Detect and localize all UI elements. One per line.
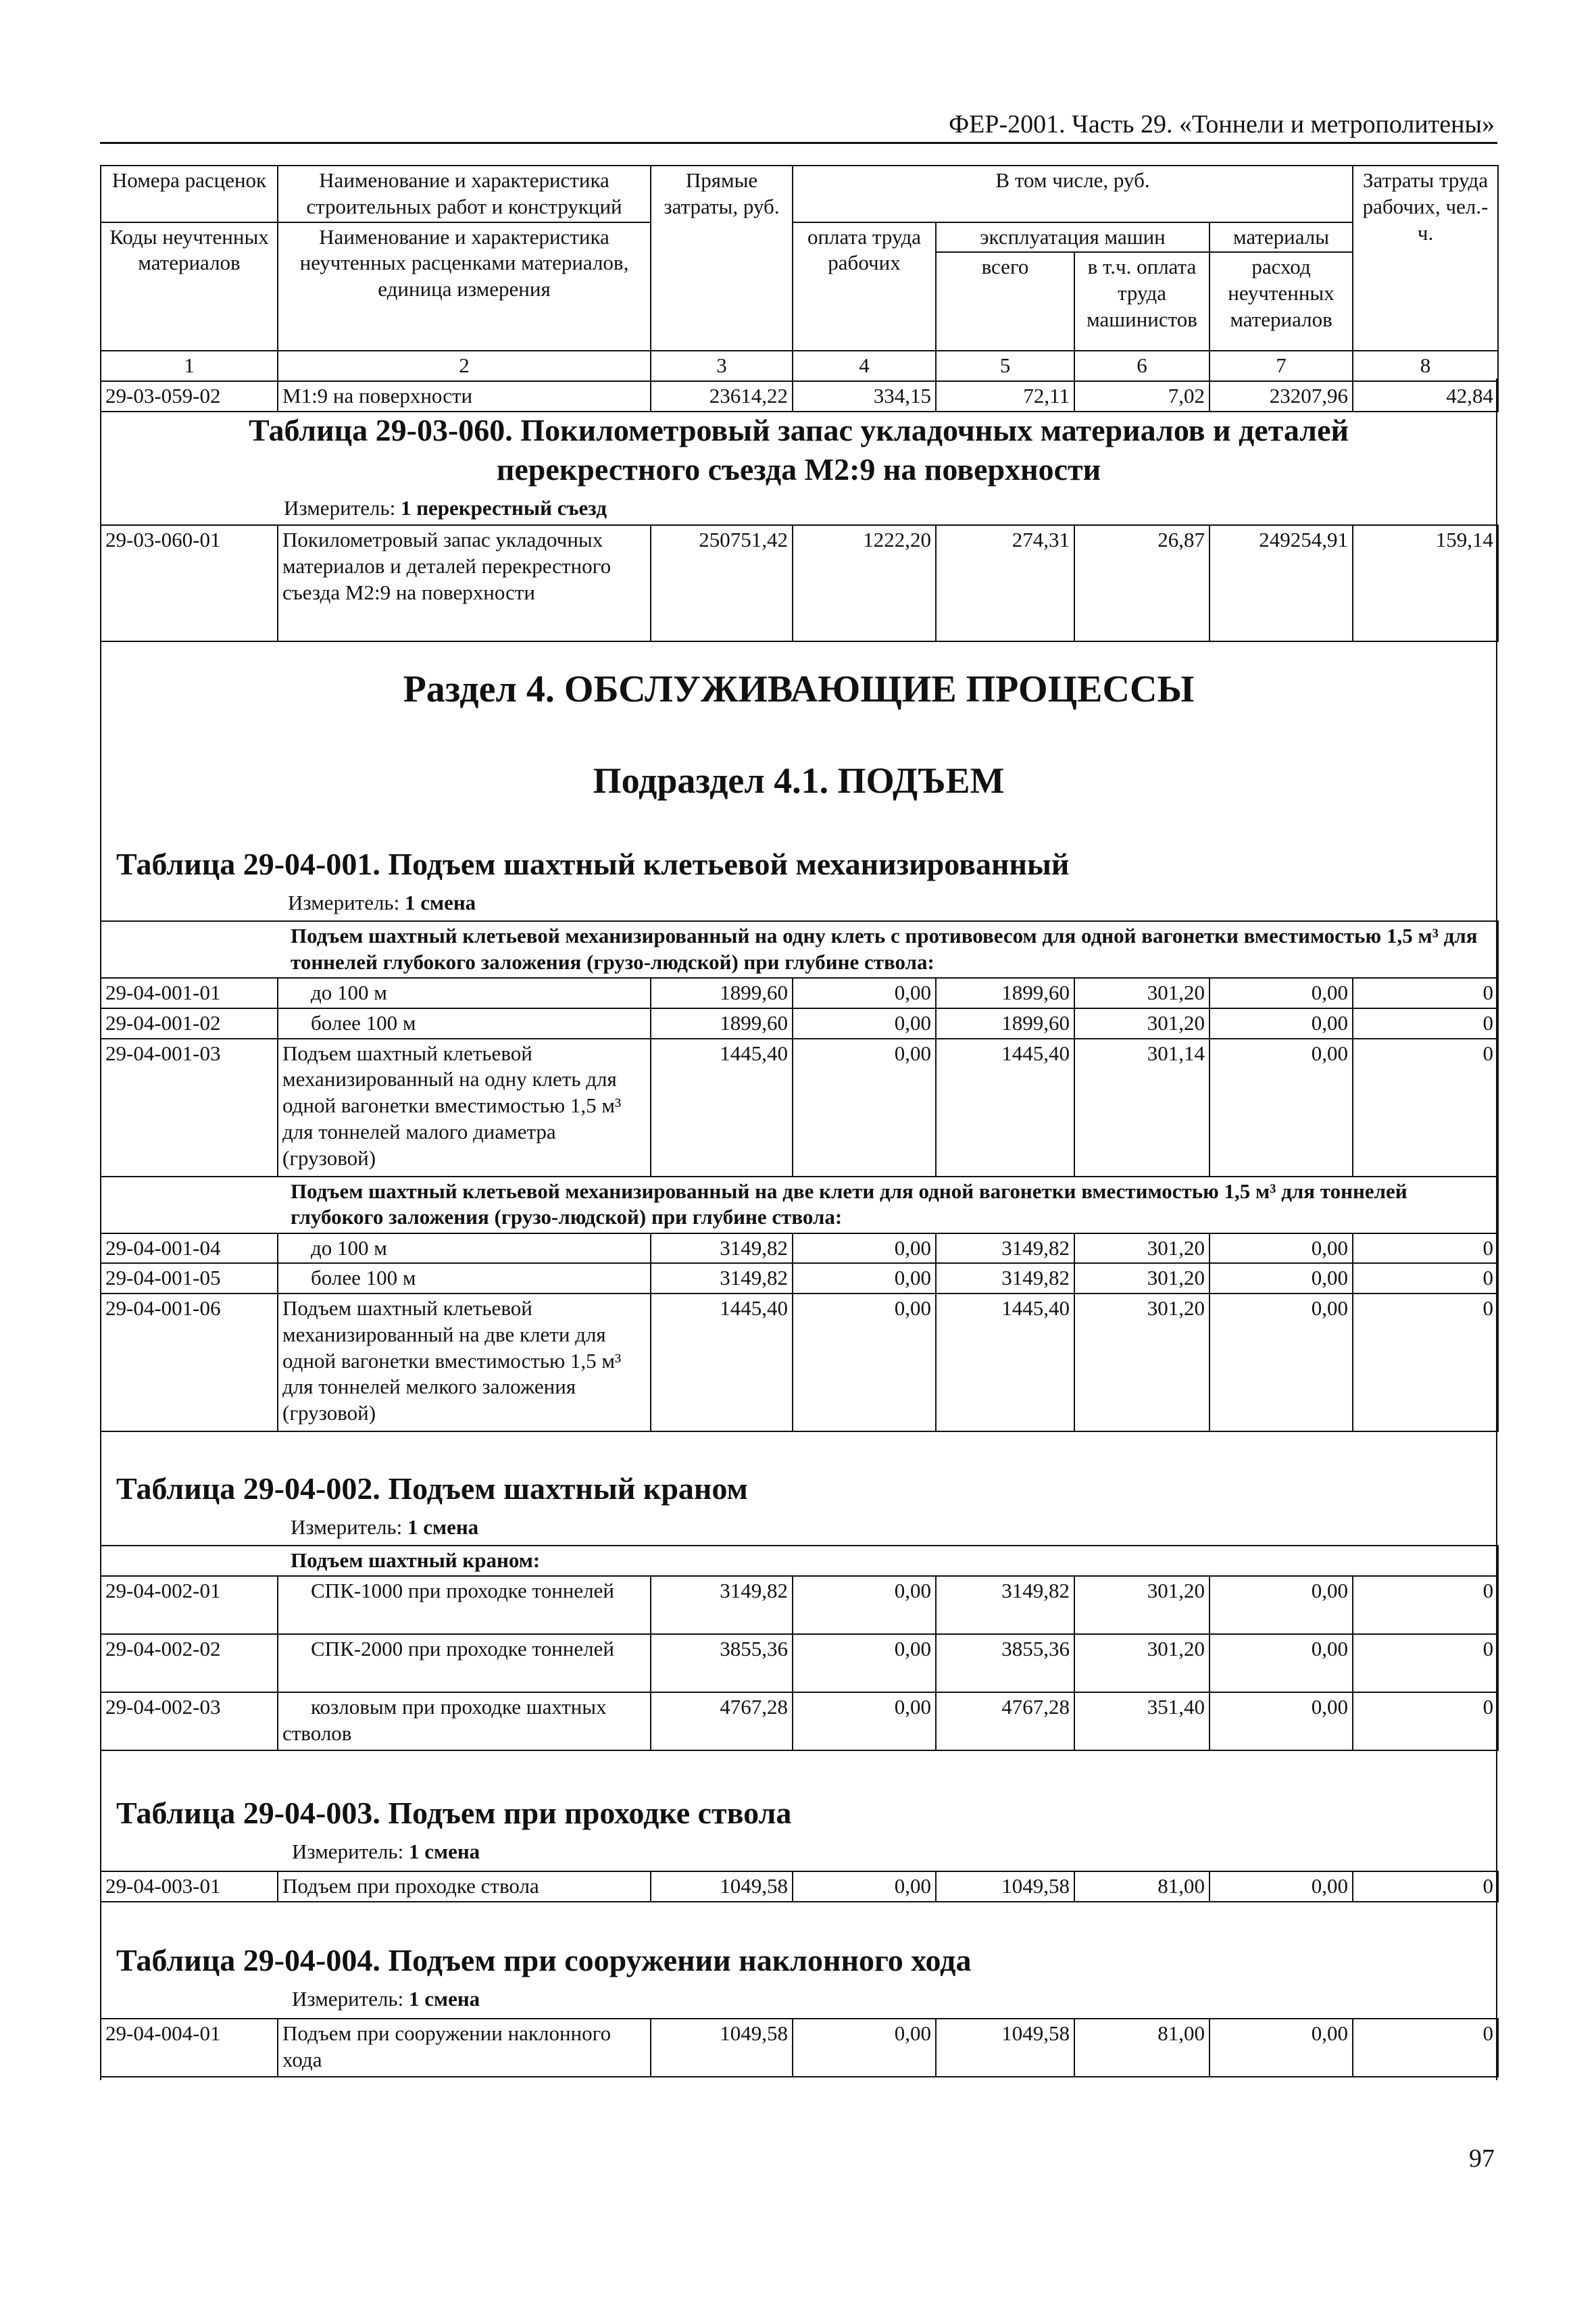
machines-total: 1445,40	[936, 1039, 1074, 1177]
labor-hours: 0	[1353, 1233, 1498, 1264]
materials-cost: 0,00	[1210, 1008, 1353, 1039]
rate-code: 29-04-002-01	[101, 1576, 278, 1634]
section-heading: Раздел 4. ОБСЛУЖИВАЮЩИЕ ПРОЦЕССЫ	[403, 668, 1195, 710]
operators-pay: 301,20	[1074, 1263, 1210, 1294]
labor-pay: 0,00	[793, 1294, 936, 1431]
operators-pay: 301,20	[1074, 1634, 1210, 1692]
labor-pay: 0,00	[793, 2019, 936, 2077]
labor-hours: 0	[1353, 1576, 1498, 1634]
header-machines: эксплуатация машин	[936, 222, 1210, 253]
header-col1-bottom: Коды неучтенных материалов	[101, 222, 278, 351]
rate-name: М1:9 на поверхности	[278, 381, 651, 412]
rate-name: Подъем шахтный клетьевой механизированный на две клети для одной вагонетки вместимостью 1,5 м³ для тоннелей мелкого заложения (грузовой)	[278, 1294, 651, 1431]
table-060-measurer	[284, 496, 607, 520]
labor-pay: 334,15	[793, 381, 936, 412]
operators-pay: 26,87	[1074, 525, 1210, 641]
rate-name: СПК-1000 при проходке тоннелей	[278, 1576, 651, 1634]
rate-code: 29-03-059-02	[101, 381, 278, 412]
column-number: 1	[101, 351, 278, 381]
direct-costs: 3149,82	[651, 1233, 793, 1264]
materials-cost: 0,00	[1210, 1576, 1353, 1634]
labor-hours: 159,14	[1353, 525, 1498, 641]
rate-name: более 100 м	[278, 1263, 651, 1294]
rate-name: Подъем при сооружении наклонного хода	[278, 2019, 651, 2077]
labor-hours: 0	[1353, 1692, 1498, 1750]
labor-pay: 0,00	[793, 1008, 936, 1039]
table-004	[100, 2018, 1499, 2077]
materials-cost: 0,00	[1210, 978, 1353, 1008]
subsection-heading: Подраздел 4.1. ПОДЪЕМ	[593, 760, 1005, 801]
labor-pay: 0,00	[793, 1871, 936, 1902]
measurer-value: 1 смена	[408, 1840, 480, 1863]
page-number: 97	[1469, 2144, 1495, 2173]
rate-name: до 100 м	[278, 1233, 651, 1264]
direct-costs: 3855,36	[651, 1634, 793, 1692]
materials-cost: 0,00	[1210, 2019, 1353, 2077]
rate-name: Подъем при проходке ствола	[278, 1871, 651, 1902]
labor-pay: 0,00	[793, 1233, 936, 1264]
operators-pay: 301,20	[1074, 1008, 1210, 1039]
labor-hours: 0	[1353, 1871, 1498, 1902]
machines-total: 3855,36	[936, 1634, 1074, 1692]
machines-total: 3149,82	[936, 1263, 1074, 1294]
machines-total: 72,11	[936, 381, 1074, 412]
labor-hours: 0	[1353, 1294, 1498, 1431]
materials-cost: 0,00	[1210, 1233, 1353, 1264]
table-002	[100, 1545, 1499, 1751]
table-row	[101, 1871, 1498, 1902]
labor-hours: 0	[1353, 1634, 1498, 1692]
operators-pay: 301,20	[1074, 1294, 1210, 1431]
direct-costs: 1445,40	[651, 1039, 793, 1177]
operators-pay: 301,20	[1074, 1233, 1210, 1264]
table-001	[100, 920, 1499, 1432]
rate-code: 29-04-004-01	[101, 2019, 278, 2077]
materials-cost: 23207,96	[1210, 381, 1353, 412]
direct-costs: 3149,82	[651, 1263, 793, 1294]
table-001-title: Таблица 29-04-001. Подъем шахтный клетьевой механизированный	[116, 847, 1070, 881]
measurer-value: 1 смена	[408, 1987, 480, 2011]
table-row	[101, 381, 1498, 412]
materials-cost: 0,00	[1210, 1039, 1353, 1177]
measurer-value: 1 смена	[407, 1515, 479, 1539]
machines-total: 1049,58	[936, 1871, 1074, 1902]
materials-cost: 0,00	[1210, 1692, 1353, 1750]
labor-pay: 0,00	[793, 1039, 936, 1177]
operators-pay: 351,40	[1074, 1692, 1210, 1750]
materials-cost: 0,00	[1210, 1634, 1353, 1692]
labor-hours: 0	[1353, 978, 1498, 1008]
running-header: ФЕР-2001. Часть 29. «Тоннели и метрополитены»	[949, 110, 1495, 139]
column-number: 5	[936, 351, 1074, 381]
machines-total: 4767,28	[936, 1692, 1074, 1750]
table-row	[101, 1263, 1498, 1294]
table-row	[101, 978, 1498, 1008]
table-060-title-line1: Таблица 29-03-060. Покилометровый запас укладочных материалов и деталей	[248, 413, 1349, 447]
labor-hours: 0	[1353, 1039, 1498, 1177]
rate-name: Покилометровый запас укладочных материалов и деталей перекрестного съезда М2:9 на поверхности	[278, 525, 651, 641]
column-header-table	[100, 165, 1499, 412]
rate-code: 29-04-001-04	[101, 1233, 278, 1264]
header-materials: материалы	[1210, 222, 1353, 253]
header-rule	[100, 142, 1497, 144]
table-row	[101, 1008, 1498, 1039]
table-row	[101, 2019, 1498, 2077]
header-col6: в т.ч. оплата труда машинистов	[1074, 252, 1210, 351]
materials-cost: 0,00	[1210, 1871, 1353, 1902]
table-row	[101, 1233, 1498, 1264]
rate-code: 29-03-060-01	[101, 525, 278, 641]
labor-hours: 42,84	[1353, 381, 1498, 412]
materials-cost: 0,00	[1210, 1294, 1353, 1431]
measurer-label: Измеритель:	[284, 496, 396, 520]
rate-code: 29-04-001-02	[101, 1008, 278, 1039]
table-004-measurer	[292, 1987, 480, 2011]
operators-pay: 301,20	[1074, 1576, 1210, 1634]
operators-pay: 7,02	[1074, 381, 1210, 412]
rate-code: 29-04-001-06	[101, 1294, 278, 1431]
operators-pay: 301,20	[1074, 978, 1210, 1008]
table-row	[101, 1634, 1498, 1692]
rate-name: козловым при проходке шахтных стволов	[278, 1692, 651, 1750]
labor-hours: 0	[1353, 2019, 1498, 2077]
group-heading: Подъем шахтный краном:	[101, 1546, 1498, 1576]
labor-pay: 1222,20	[793, 525, 936, 641]
header-col2-bottom: Наименование и характеристика неучтенных расценками материалов, единица измерения	[278, 222, 651, 351]
header-col1-top: Номера расценок	[101, 166, 278, 222]
measurer-label: Измеритель:	[291, 1515, 403, 1539]
measurer-label: Измеритель:	[288, 891, 400, 914]
machines-total: 1445,40	[936, 1294, 1074, 1431]
operators-pay: 81,00	[1074, 2019, 1210, 2077]
machines-total: 1899,60	[936, 1008, 1074, 1039]
materials-cost: 0,00	[1210, 1263, 1353, 1294]
column-number: 4	[793, 351, 936, 381]
column-number: 6	[1074, 351, 1210, 381]
operators-pay: 301,14	[1074, 1039, 1210, 1177]
table-060	[100, 524, 1499, 642]
labor-hours: 0	[1353, 1263, 1498, 1294]
table-060-title-line2: перекрестного съезда М2:9 на поверхности	[496, 451, 1101, 487]
table-row	[101, 1576, 1498, 1634]
machines-total: 274,31	[936, 525, 1074, 641]
operators-pay: 81,00	[1074, 1871, 1210, 1902]
direct-costs: 1445,40	[651, 1294, 793, 1431]
header-col3: Прямые затраты, руб.	[651, 166, 793, 351]
machines-total: 3149,82	[936, 1233, 1074, 1264]
table-row	[101, 1692, 1498, 1750]
column-number: 2	[278, 351, 651, 381]
table-row	[101, 1294, 1498, 1431]
rate-name: более 100 м	[278, 1008, 651, 1039]
direct-costs: 23614,22	[651, 381, 793, 412]
table-003	[100, 1871, 1499, 1902]
rate-code: 29-04-003-01	[101, 1871, 278, 1902]
labor-pay: 0,00	[793, 1576, 936, 1634]
labor-pay: 0,00	[793, 978, 936, 1008]
header-col5: всего	[936, 252, 1074, 351]
column-number: 8	[1353, 351, 1498, 381]
table-002-measurer	[291, 1515, 478, 1540]
group-heading: Подъем шахтный клетьевой механизированный на одну клеть с противовесом для одной вагонетки вместимостью 1,5 м³ для тоннелей глубокого заложения (грузо-людской) при глубине ствола:	[101, 921, 1498, 978]
table-002-title: Таблица 29-04-002. Подъем шахтный краном	[116, 1471, 748, 1506]
machines-total: 3149,82	[936, 1576, 1074, 1634]
rate-code: 29-04-001-03	[101, 1039, 278, 1177]
table-060-title	[100, 411, 1497, 489]
labor-pay: 0,00	[793, 1692, 936, 1750]
machines-total: 1049,58	[936, 2019, 1074, 2077]
measurer-value: 1 смена	[404, 891, 476, 914]
rate-name: Подъем шахтный клетьевой механизированный на одну клеть для одной вагонетки вместимостью 1,5 м³ для тоннелей малого диаметра (грузовой)	[278, 1039, 651, 1177]
direct-costs: 4767,28	[651, 1692, 793, 1750]
direct-costs: 3149,82	[651, 1576, 793, 1634]
header-in-total: В том числе, руб.	[793, 166, 1353, 222]
rate-code: 29-04-002-03	[101, 1692, 278, 1750]
header-col4: оплата труда рабочих	[793, 222, 936, 351]
rate-code: 29-04-001-01	[101, 978, 278, 1008]
table-row	[101, 525, 1498, 641]
direct-costs: 1899,60	[651, 1008, 793, 1039]
column-number: 3	[651, 351, 793, 381]
direct-costs: 250751,42	[651, 525, 793, 641]
table-003-title: Таблица 29-04-003. Подъем при проходке ствола	[116, 1796, 792, 1830]
column-number: 7	[1210, 351, 1353, 381]
direct-costs: 1899,60	[651, 978, 793, 1008]
rate-name: СПК-2000 при проходке тоннелей	[278, 1634, 651, 1692]
table-row	[101, 1039, 1498, 1177]
machines-total: 1899,60	[936, 978, 1074, 1008]
rate-code: 29-04-001-05	[101, 1263, 278, 1294]
header-col8: Затраты труда рабочих, чел.-ч.	[1353, 166, 1498, 351]
header-col7: расход неучтенных материалов	[1210, 252, 1353, 351]
measurer-value: 1 перекрестный съезд	[400, 496, 607, 520]
table-001-measurer	[288, 891, 476, 915]
header-col2-top: Наименование и характеристика строительных работ и конструкций	[278, 166, 651, 222]
rate-code: 29-04-002-02	[101, 1634, 278, 1692]
labor-hours: 0	[1353, 1008, 1498, 1039]
labor-pay: 0,00	[793, 1263, 936, 1294]
measurer-label: Измеритель:	[292, 1840, 404, 1863]
materials-cost: 249254,91	[1210, 525, 1353, 641]
rate-name: до 100 м	[278, 978, 651, 1008]
table-003-measurer	[292, 1840, 480, 1864]
group-heading: Подъем шахтный клетьевой механизированный на две клети для одной вагонетки вместимостью 1,5 м³ для тоннелей глубокого заложения (грузо-людской) при глубине ствола:	[101, 1177, 1498, 1233]
direct-costs: 1049,58	[651, 2019, 793, 2077]
measurer-label: Измеритель:	[292, 1987, 404, 2011]
labor-pay: 0,00	[793, 1634, 936, 1692]
direct-costs: 1049,58	[651, 1871, 793, 1902]
table-004-title: Таблица 29-04-004. Подъем при сооружении наклонного хода	[116, 1943, 972, 1977]
